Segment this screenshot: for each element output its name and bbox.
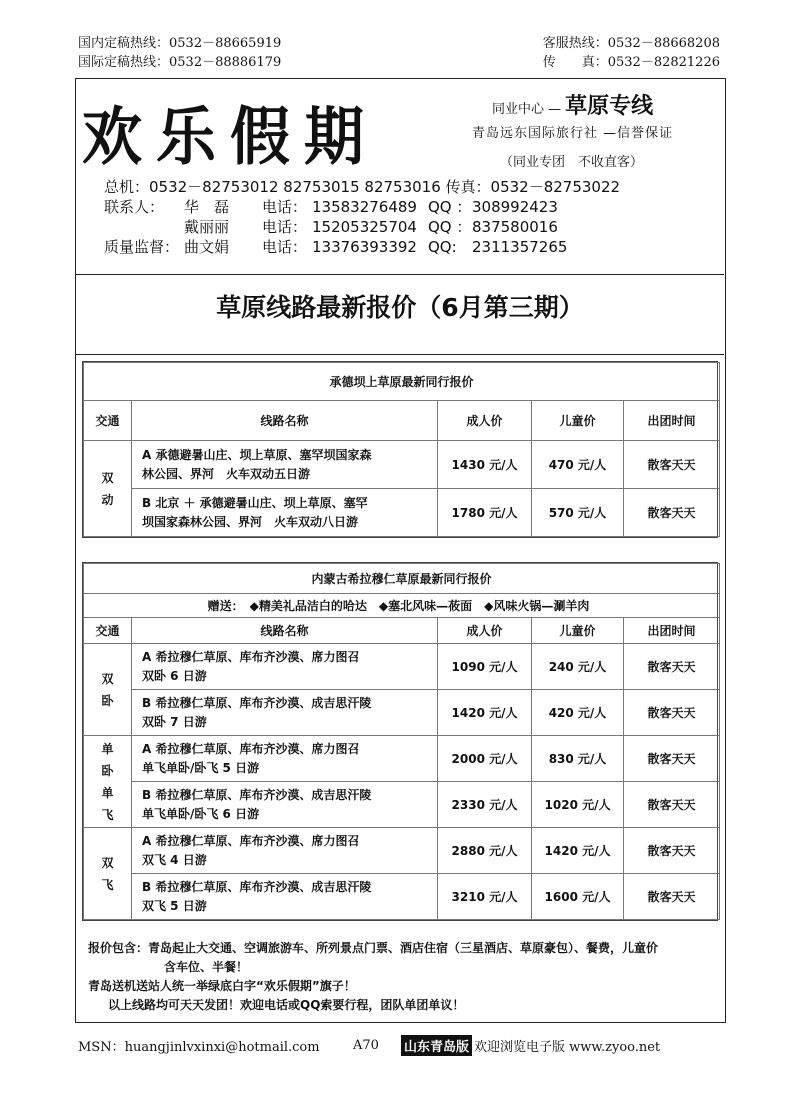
contact-person: 戴丽丽 电话： 15205325704 QQ ：837580016	[184, 218, 558, 236]
gift-list	[84, 594, 720, 618]
child-price: 830 元/人	[532, 736, 624, 782]
transport-mode: 双 卧	[84, 644, 132, 736]
col-mode-header: 交通	[84, 618, 132, 644]
transport-mode: 双 动	[84, 441, 132, 537]
departure-time: 散客天天	[624, 828, 720, 874]
peer-prefix: 同业中心 —	[492, 102, 562, 117]
col-route-header: 线路名称	[132, 401, 438, 441]
adult-price: 2000 元/人	[438, 736, 532, 782]
edition-badge: 山东青岛版	[401, 1035, 472, 1056]
col-depart-header: 出团时间	[624, 401, 720, 441]
route-name: A 希拉穆仁草原、库布齐沙漠、席力图召 单飞单卧/卧飞 5 日游	[132, 736, 438, 782]
agency-name: 青岛远东国际旅行社 —信誉保证	[472, 126, 674, 141]
route-name: B 希拉穆仁草原、库布齐沙漠、成吉思汗陵 双卧 7 日游	[132, 690, 438, 736]
table-caption: 内蒙古希拉穆仁草原最新同行报价	[84, 564, 720, 594]
price-notes	[82, 939, 718, 1015]
peer-center	[492, 89, 653, 120]
table-row	[84, 874, 720, 920]
contact-person: 联系人： 华 磊 电话： 13583276489 QQ ：308992423	[104, 198, 558, 216]
msn-contact: MSN：huangjinlvxinxi@hotmail.com	[78, 1040, 320, 1055]
adult-price: 1090 元/人	[438, 644, 532, 690]
ad-frame	[75, 78, 726, 1023]
col-child-header: 儿童价	[532, 401, 624, 441]
table-row	[84, 441, 720, 489]
table-row	[84, 736, 720, 782]
adult-price: 2880 元/人	[438, 828, 532, 874]
col-child-header: 儿童价	[532, 618, 624, 644]
adult-price: 3210 元/人	[438, 874, 532, 920]
daily-departure-note: 以上线路均可天天发团！欢迎电话或QQ索要行程，团队单团单议！	[108, 998, 465, 1012]
contact-block	[104, 177, 620, 257]
fax-line: 传 真：0532－82821226	[542, 55, 720, 70]
switchboard-line: 总机：0532－82753012 82753015 82753016 传真：0532－82753022	[104, 178, 621, 196]
gift-label: 赠送：	[207, 599, 244, 613]
brand-title: 欢乐假期	[82, 100, 378, 174]
page-footer	[78, 1035, 718, 1056]
col-adult-header: 成人价	[438, 401, 532, 441]
col-mode-header: 交通	[84, 401, 132, 441]
table-row	[84, 644, 720, 690]
child-price: 570 元/人	[532, 489, 624, 537]
table-row	[84, 782, 720, 828]
child-price: 1420 元/人	[532, 828, 624, 874]
peer-line: 草原专线	[565, 94, 654, 119]
price-includes: 报价包含：青岛起止大交通、空调旅游车、所列景点门票、酒店住宿（三星酒店、草原豪包）、餐费，儿童价	[88, 941, 659, 955]
adult-price: 1430 元/人	[438, 441, 532, 489]
departure-time: 散客天天	[624, 489, 720, 537]
departure-time: 散客天天	[624, 644, 720, 690]
departure-time: 散客天天	[624, 736, 720, 782]
child-price: 470 元/人	[532, 441, 624, 489]
adult-price: 1420 元/人	[438, 690, 532, 736]
departure-time: 散客天天	[624, 690, 720, 736]
route-name: A 希拉穆仁草原、库布齐沙漠、席力图召 双飞 4 日游	[132, 828, 438, 874]
route-name: A 承德避暑山庄、坝上草原、塞罕坝国家森 林公园、界河 火车双动五日游	[132, 441, 438, 489]
gift-item: ◆塞北风味—莜面	[378, 599, 473, 613]
route-name: B 希拉穆仁草原、库布齐沙漠、成吉思汗陵 双飞 5 日游	[132, 874, 438, 920]
flag-note: 青岛送机送站人统一举绿底白字“欢乐假期”旗子！	[88, 979, 356, 993]
peer-note: （同业专团 不收直客）	[500, 155, 644, 170]
table-header-row	[84, 618, 720, 644]
col-depart-header: 出团时间	[624, 618, 720, 644]
page-number: A70	[353, 1038, 379, 1053]
adult-price: 1780 元/人	[438, 489, 532, 537]
child-price: 1600 元/人	[532, 874, 624, 920]
quote-title: 草原线路最新报价（6月第三期）	[76, 275, 724, 355]
table-caption: 承德坝上草原最新同行报价	[84, 363, 720, 401]
transport-mode: 双 飞	[84, 828, 132, 920]
table-caption-row	[84, 564, 720, 594]
adult-price: 2330 元/人	[438, 782, 532, 828]
domestic-hotline: 国内定稿热线：0532－88665919	[78, 36, 282, 51]
route-name: B 希拉穆仁草原、库布齐沙漠、成吉思汗陵 单飞单卧/卧飞 6 日游	[132, 782, 438, 828]
route-name: A 希拉穆仁草原、库布齐沙漠、席力图召 双卧 6 日游	[132, 644, 438, 690]
table-row	[84, 690, 720, 736]
table-row	[84, 828, 720, 874]
departure-time: 散客天天	[624, 782, 720, 828]
col-adult-header: 成人价	[438, 618, 532, 644]
child-price: 240 元/人	[532, 644, 624, 690]
departure-time: 散客天天	[624, 874, 720, 920]
quality-supervisor: 质量监督： 曲文娟 电话： 13376393392 QQ:2311357265	[104, 238, 568, 256]
table-header-row	[84, 401, 720, 441]
col-route-header: 线路名称	[132, 618, 438, 644]
table-caption-row	[84, 363, 720, 401]
route-name: B 北京 ＋ 承德避暑山庄、坝上草原、塞罕 坝国家森林公园、界河 火车双动八日游	[132, 489, 438, 537]
child-price: 1020 元/人	[532, 782, 624, 828]
website-note: 欢迎浏览电子版 www.zyoo.net	[474, 1040, 661, 1055]
table-row	[84, 489, 720, 537]
hotline-bar	[78, 34, 720, 72]
ad-header	[76, 79, 724, 275]
gift-row	[84, 594, 720, 618]
chengde-price-table	[82, 361, 718, 538]
xilamuren-price-table	[82, 562, 718, 921]
gift-item: ◆精美礼品洁白的哈达	[249, 599, 367, 613]
departure-time: 散客天天	[624, 441, 720, 489]
service-hotline: 客服热线：0532－88668208	[542, 36, 720, 51]
price-includes-cont: 含车位、半餐！	[164, 960, 249, 974]
gift-item: ◆风味火锅—涮羊肉	[484, 599, 590, 613]
international-hotline: 国际定稿热线：0532－88886179	[78, 55, 282, 70]
child-price: 420 元/人	[532, 690, 624, 736]
transport-mode: 单 卧 单 飞	[84, 736, 132, 828]
